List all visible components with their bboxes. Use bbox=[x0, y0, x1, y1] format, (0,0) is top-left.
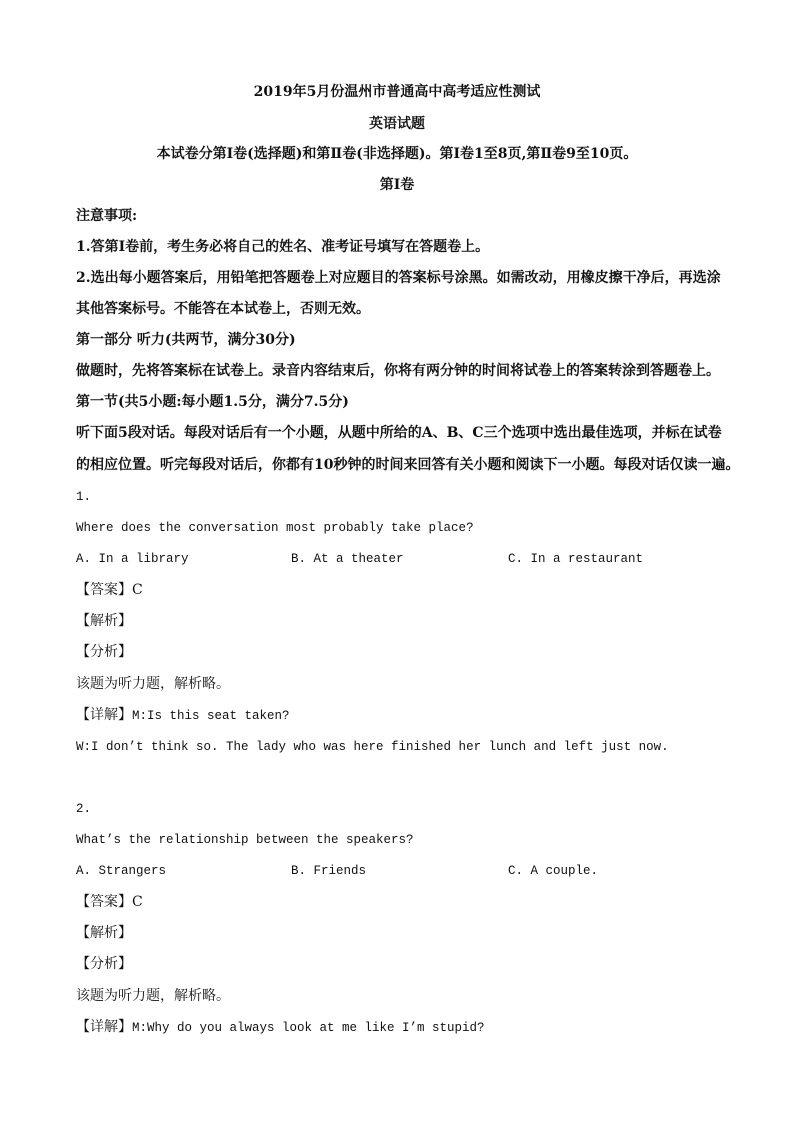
detail-text: M:Is this seat taken? bbox=[132, 709, 290, 723]
question-text: Where does the conversation most probably take place? bbox=[76, 521, 474, 535]
detail-text: M:Why do you always look at me like I’m stupid? bbox=[132, 1021, 485, 1035]
notes-item-2-line-1: 2.选出每小题答案后，用铅笔把答题卷上对应题目的答案标号涂黑。如需改动，用橡皮擦干净后，再选涂 bbox=[76, 270, 721, 286]
analysis-label: 【解析】 bbox=[76, 925, 132, 941]
breakdown-label: 【分析】 bbox=[76, 644, 132, 660]
part1-heading: 第一部分 听力(共两节，满分30分) bbox=[76, 332, 296, 348]
exam-intro: 本试卷分第Ⅰ卷(选择题)和第Ⅱ卷(非选择题)。第Ⅰ卷1至8页,第Ⅱ卷9至10页。 bbox=[156, 146, 638, 162]
option-a: A. Strangers bbox=[76, 864, 167, 878]
question-number: 2. bbox=[76, 802, 92, 816]
exam-subject: 英语试题 bbox=[369, 116, 425, 132]
detail-line-2: W:I don’t think so. The lady who was here finished her lunch and left just now. bbox=[76, 740, 669, 754]
section1-heading: 第一节(共5小题:每小题1.5分，满分7.5分) bbox=[76, 394, 349, 410]
section1-instruction-line-1: 听下面5段对话。每段对话后有一个小题，从题中所给的A、B、C三个选项中选出最佳选项，并标在试卷 bbox=[76, 425, 722, 441]
part1-instruction: 做题时，先将答案标在试卷上。录音内容结束后，你将有两分钟的时间将试卷上的答案转涂到答题卷上。 bbox=[76, 363, 720, 379]
question-text: What’s the relationship between the speakers? bbox=[76, 833, 414, 847]
detail-label: 【详解】 bbox=[76, 707, 132, 723]
notes-item-2-line-2: 其他答案标号。不能答在本试卷上，否则无效。 bbox=[76, 301, 370, 317]
option-b: B. Friends bbox=[291, 864, 367, 878]
option-b: B. At a theater bbox=[291, 552, 404, 566]
detail-line-1 bbox=[76, 1017, 485, 1038]
question-number: 1. bbox=[76, 490, 92, 504]
analysis-label: 【解析】 bbox=[76, 613, 132, 629]
option-c: C. In a restaurant bbox=[508, 552, 644, 566]
notes-heading: 注意事项: bbox=[76, 208, 138, 224]
notes-item-1: 1.答第Ⅰ卷前，考生务必将自己的姓名、准考证号填写在答题卷上。 bbox=[76, 239, 490, 255]
option-a: A. In a library bbox=[76, 552, 189, 566]
detail-label: 【详解】 bbox=[76, 1019, 132, 1035]
volume-heading: 第Ⅰ卷 bbox=[379, 177, 415, 193]
answer-label: 【答案】C bbox=[76, 582, 143, 598]
option-c: C. A couple. bbox=[508, 864, 599, 878]
answer-label: 【答案】C bbox=[76, 894, 143, 910]
detail-line-1 bbox=[76, 705, 290, 726]
analysis-note: 该题为听力题，解析略。 bbox=[76, 988, 230, 1004]
analysis-note: 该题为听力题，解析略。 bbox=[76, 676, 230, 692]
exam-title: 2019年5月份温州市普通高中高考适应性测试 bbox=[253, 84, 541, 100]
section1-instruction-line-2: 的相应位置。听完每段对话后，你都有10秒钟的时间来回答有关小题和阅读下一小题。每段对话仅读一遍。 bbox=[76, 457, 740, 473]
breakdown-label: 【分析】 bbox=[76, 956, 132, 972]
